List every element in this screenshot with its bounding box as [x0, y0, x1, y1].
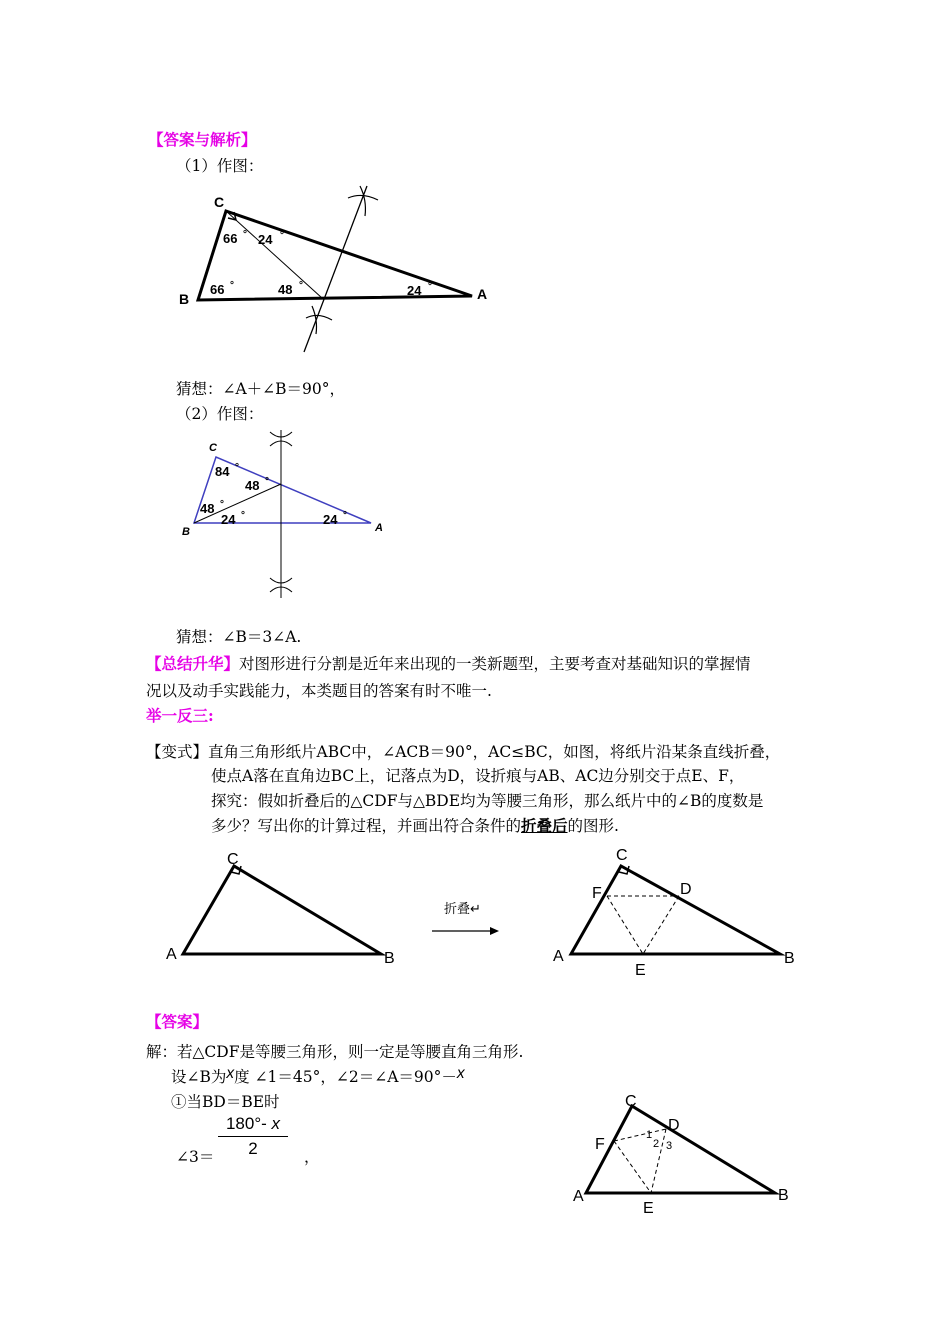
fig3-right-angle-mark — [231, 866, 241, 874]
svg-text:°: ° — [243, 229, 247, 240]
answer-line-2-mid: 度 ∠1＝45°，∠2＝∠A＝90°－ — [234, 1068, 457, 1086]
fig5-label-E: E — [643, 1200, 654, 1217]
fig1-arc-bot1 — [306, 315, 332, 320]
fig3-label-A: A — [166, 946, 177, 963]
guess-1: 猜想：∠A＋∠B＝90°， — [176, 380, 346, 398]
fig2-label-C: C — [209, 442, 217, 454]
answer-line-2-pre: 设∠B为 — [171, 1068, 227, 1086]
fig1-arc-top1 — [348, 195, 378, 200]
fig5-angle-2: 2 — [653, 1138, 660, 1150]
fig4-label-E: E — [635, 962, 646, 979]
fig5-label-B: B — [778, 1187, 789, 1204]
part2-label: （2）作图： — [176, 405, 264, 423]
fraction-numerator-x: x — [271, 1114, 281, 1133]
fig1-label-B: B — [179, 291, 190, 307]
fig1-arc-bot2 — [312, 306, 317, 334]
fold-arrow — [432, 927, 499, 935]
answer-analysis-heading: 【答案与解析】 — [148, 130, 257, 149]
svg-text:°: ° — [230, 280, 234, 291]
answer-line-1: 解：若△CDF是等腰三角形，则一定是等腰直角三角形. — [146, 1043, 524, 1061]
angle-3-label: ∠3＝ — [176, 1148, 215, 1166]
fig1-angle-48: 48 — [278, 282, 293, 297]
svg-text:°: ° — [220, 499, 224, 510]
fig1-triangle-outline — [198, 211, 472, 300]
variant-tag: 【变式】 — [146, 743, 209, 761]
fig4-label-A: A — [553, 948, 564, 965]
fig5-dashed-lines — [614, 1129, 666, 1193]
fig1-angle-24-right: 24 — [407, 283, 422, 298]
fig2-angle-48-left: 48 — [200, 501, 215, 516]
fig4-triangle-outline — [571, 866, 780, 954]
fig5-label-A: A — [573, 1188, 584, 1205]
fig5-triangle-outline — [586, 1106, 775, 1193]
fig2-label-B: B — [182, 526, 190, 538]
fraction-180-minus-x-over-2 — [218, 1114, 288, 1159]
svg-text:°: ° — [265, 476, 269, 487]
fig3-triangle-outline — [183, 866, 381, 954]
variant-line-4-post: 的图形. — [567, 817, 619, 835]
fig1-right-angle-mark — [228, 212, 236, 220]
fig4-label-F: F — [592, 885, 602, 902]
fig1-angle-24-top: 24 — [258, 232, 273, 247]
fig3-label-C: C — [227, 851, 239, 868]
part1-label: （1）作图： — [176, 157, 264, 175]
fig2-triangle-outline — [194, 457, 371, 523]
fig2-angle-48-mid: 48 — [245, 478, 260, 493]
fig1-label-A: A — [477, 286, 488, 302]
fig5-label-F: F — [595, 1136, 605, 1153]
fraction-denominator: 2 — [248, 1139, 258, 1158]
fig1-arc-top2 — [360, 186, 365, 216]
comma: ， — [304, 1148, 320, 1166]
answer-heading: 【答案】 — [146, 1012, 209, 1031]
variant-line-4-emphasis: 折叠后 — [521, 816, 568, 835]
fig1-angle-66-bottom: 66 — [210, 282, 225, 297]
fig3-label-B: B — [384, 950, 395, 967]
variant-line-3: 探究：假如折叠后的△CDF与△BDE均为等腰三角形，那么纸片中的∠B的度数是 — [211, 792, 764, 810]
var-x-2: x — [456, 1065, 465, 1082]
fig1-label-C: C — [214, 194, 225, 210]
fig5-angle-1: 1 — [646, 1129, 653, 1141]
fig5-label-D: D — [668, 1117, 680, 1134]
svg-text:°: ° — [343, 510, 347, 521]
svg-text:°: ° — [299, 280, 303, 291]
fig4-label-B: B — [784, 950, 795, 967]
svg-text:°: ° — [241, 510, 245, 521]
summary-line-1: 对图形进行分割是近年来出现的一类新题型，主要考查对基础知识的掌握情 — [239, 655, 751, 673]
summary-line-2: 况以及动手实践能力，本类题目的答案有时不唯一. — [146, 682, 492, 700]
fig5-angle-3: 3 — [666, 1140, 673, 1152]
fig2-label-A: A — [375, 522, 383, 534]
var-x-1: x — [226, 1065, 235, 1082]
fig1-angle-66-top: 66 — [223, 231, 238, 246]
svg-text:°: ° — [280, 230, 284, 241]
fig4-dashed-lines — [607, 896, 679, 954]
summary-heading: 【总结升华】 — [146, 654, 240, 673]
answer-line-3: ①当BD＝BE时 — [171, 1093, 280, 1111]
fold-label: 折叠↵ — [444, 901, 481, 916]
fig5-label-C: C — [625, 1093, 637, 1110]
fig1-bisector-line — [304, 186, 367, 352]
guess-2: 猜想：∠B＝3∠A. — [176, 628, 302, 646]
variant-line-1: 直角三角形纸片ABC中，∠ACB＝90°，AC≤BC，如图，将纸片沿某条直线折叠， — [208, 743, 781, 761]
variant-heading: 举一反三: — [146, 706, 214, 725]
fig1-cevian — [226, 211, 322, 298]
fig2-angle-24-right: 24 — [323, 512, 338, 527]
fig2-cevian — [194, 484, 281, 523]
fig2-angle-84: 84 — [215, 464, 230, 479]
fig4-label-C: C — [616, 847, 628, 864]
variant-line-2: 使点A落在直角边BC上，记落点为D，设折痕与AB、AC边分别交于点E、F， — [211, 767, 745, 785]
fig4-label-D: D — [680, 881, 692, 898]
variant-line-4-pre: 多少？写出你的计算过程，并画出符合条件的 — [211, 817, 522, 835]
svg-text:°: ° — [235, 462, 239, 473]
fig2-angle-24-left: 24 — [221, 512, 236, 527]
fraction-numerator: 180°- — [225, 1114, 267, 1133]
svg-text:°: ° — [428, 281, 432, 292]
fig4-right-angle-mark — [619, 866, 629, 874]
